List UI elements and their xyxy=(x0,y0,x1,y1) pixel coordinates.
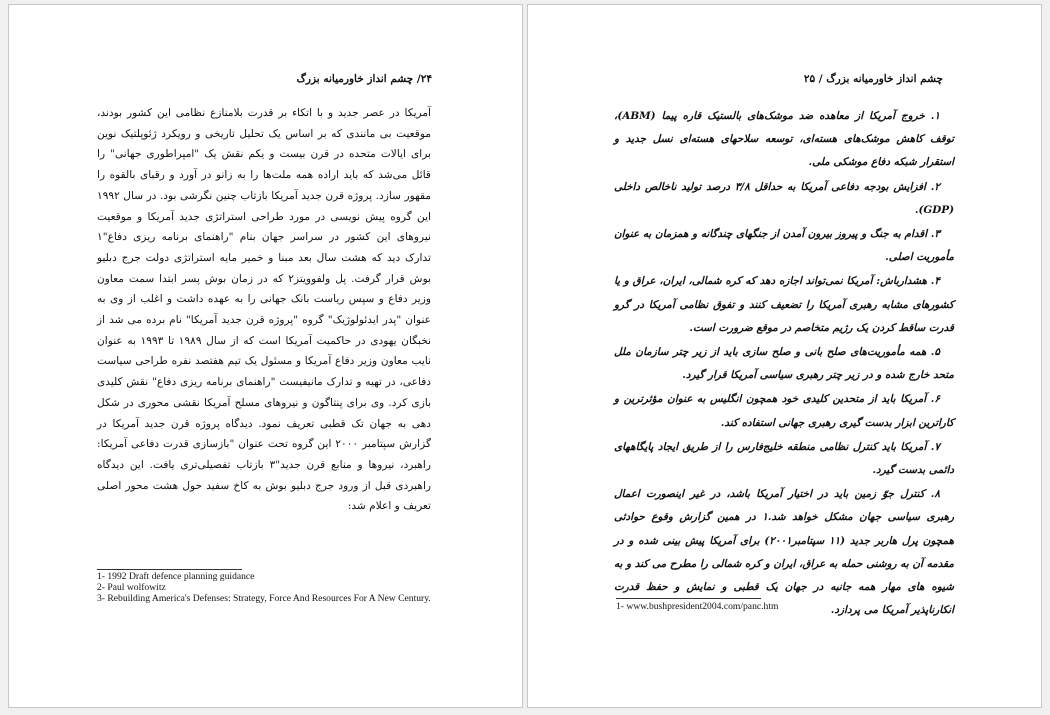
list-item: ۶. آمریکا باید از متحدین کلیدی خود همچون انگلیس به عنوان مؤثرترین و کاراترین ابزار بدست گیری رهبری جهانی استفاده کند. xyxy=(614,393,954,429)
list-item: ۱. خروج آمریکا از معاهده ضد موشک‌های بالستیک قاره پیما (ABM)، توقف کاهش موشک‌های هسته‌ای، توسعه سلاحهای هسته‌ای نسل جدید و استقرار شبکه دفاع موشکی ملی. xyxy=(614,110,954,169)
list-item: ۲. افزایش بودجه دفاعی آمریکا به حداقل ۳/۸ درصد تولید ناخالص داخلی (GDP). xyxy=(614,180,954,216)
footnotes xyxy=(97,572,437,604)
list-item: ۷. آمریکا باید کنترل نظامی منطقه خلیج‌فارس را از طریق ایجاد پایگاههای دائمی بدست گیرد. xyxy=(614,440,954,477)
running-head: چشم انداز خاورمیانه بزرگ / ۲۵ xyxy=(803,73,943,85)
footnote: 3- Rebuilding America's Defenses: Strategy, Force And Resources For A New Century. xyxy=(97,592,431,604)
list-item: ۸. کنترل جوّ زمین باید در اختیار آمریکا باشد، در غیر اینصورت اعمال رهبری سیاسی جهان مشکل خواهد شد.۱ در همین گزارش وقوع حوادثی همچون پرل هاربر جدید (۱۱ سپتامبر۲۰۰۱) برای آمریکا پیش بینی شده و در مقدمه آن به روشنی حمله به عراق، ایران و کره شمالی را مطرح می کند و به شیوه های مهار همه جانبه در جهان یک قطبی و نمایش و حفظ قدرت انکارناپذیر آمریکا می پردازد. xyxy=(614,488,955,617)
footnote-rule xyxy=(616,598,761,599)
footnote: 1- 1992 Draft defence planning guidance xyxy=(97,571,255,582)
footnotes xyxy=(616,602,956,613)
running-head: ۲۴/ چشم انداز خاورمیانه بزرگ xyxy=(296,73,432,85)
body-paragraph: آمریکا در عصر جدید و با اتکاء بر قدرت بلامنازع نظامی این کشور بودند، موقعیت بی مانندی که بر اساس یک تحلیل تاریخی و رویکرد ژئوپلتیک نوین برای ایالات متحده در قرن بیست و یکم نقش یک "امپراطوری جهانی" را قائل می‌شد که باید اراده همه ملت‌ها را به زانو در آورد و رقبای بالقوه را مقهور سازد. پروژه قرن جدید آمریکا بازتاب چنین نگرشی بود. در سال ۱۹۹۲ این گروه پیش نویسی در مورد طراحی استراتژی جدید آمریکا و موقعیت نیروهای این کشور در سراسر جهان بنام "راهنمای برنامه ریزی دفاع"۱ تدارک دید که هشت سال بعد مبنا و خمیر مایه استراتژی دولت جرج دبلیو بوش قرار گرفت. پل ولفوویتز۲ که در زمان بوش پسر ابتدا سمت معاون وزیر دفاع و سپس ریاست بانک جهانی را به عهده داشت و اغلب از وی به عنوان "پدر ایدئولوژیک" گروه "پروژه قرن جدید آمریکا" نام برده می شد از نخبگان یهودی در حاکمیت آمریکا است که از سال ۱۹۸۹ تا ۱۹۹۳ به عنوان نایب معاون وزیر دفاع آمریکا و مسئول یک تیم هفتصد نفره طراحی سیاست دفاعی، در تهیه و تدارک مانیفیست "راهنمای برنامه ریزی دفاع" نقش کلیدی بازی کرد. وی برای پنتاگون و نیروهای مسلح آمریکا نقشی محوری در شکل دهی به جهان تک قطبی تعریف نمود. دیدگاه پروژه قرن جدید آمریکا در گزارش سپتامبر ۲۰۰۰ این گروه تحت عنوان "بازسازی قدرت دفاعی آمریکا: راهبرد، نیروها و منابع قرن جدید"۳ بازتاب تفصیلی‌تری یافت. این دیدگاه راهبردی قبل از ورود جرج دبلیو بوش به کاخ سفید حول هشت محور اصلی تعریف و اعلام شد: xyxy=(97,107,432,513)
footnote-rule xyxy=(97,569,242,570)
list-item: ۵. همه مأموریت‌های صلح بانی و صلح سازی باید از زیر چتر سازمان ملل متحد خارج شده و در زیر چتر رهبری سیاسی آمریکا قرار گیرد. xyxy=(614,346,954,382)
list-item: ۴. هشدارباش: آمریکا نمی‌تواند اجازه دهد که کره شمالی، ایران، عراق و یا کشورهای مشابه رهبری آمریکا را تضعیف کنند و تفوق نظامی آمریکا در گرو قدرت ساقط کردن یک رژیم متخاصم در موقع ضرورت است. xyxy=(614,275,954,334)
right-page xyxy=(527,4,1042,708)
left-page xyxy=(8,4,523,708)
numbered-list xyxy=(614,105,954,623)
footnote: 2- Paul wolfowitz xyxy=(97,581,166,593)
body-text xyxy=(97,103,431,517)
list-item: ۳. اقدام به جنگ و پیروز بیرون آمدن از جنگهای چندگانه و همزمان به عنوان مأموریت اصلی. xyxy=(614,228,954,264)
footnote: 1- www.bushpresident2004.com/panc.htm xyxy=(616,601,779,612)
